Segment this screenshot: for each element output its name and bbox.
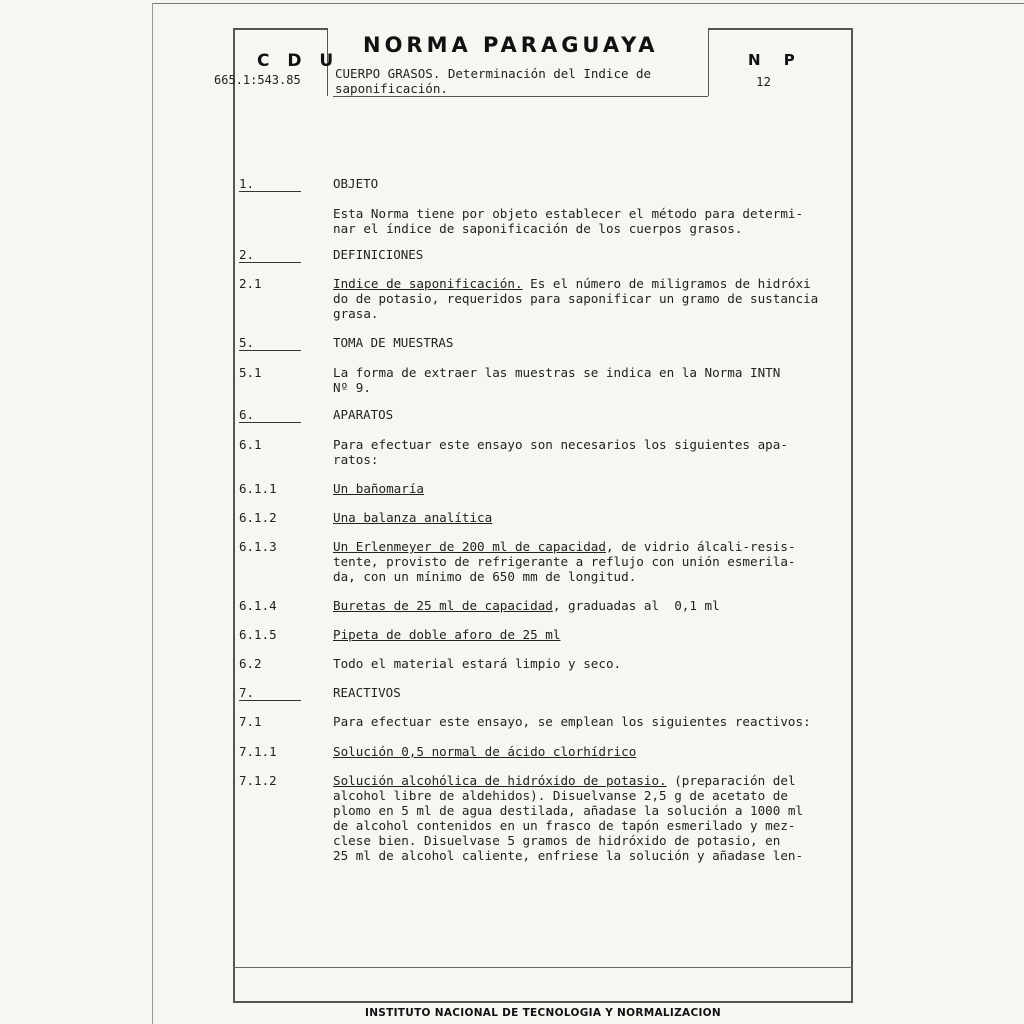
section-lead: Un bañomaría: [333, 481, 424, 496]
section-number: 6.1.3: [239, 539, 277, 554]
number-underline: [239, 350, 301, 351]
section-number: 7.: [239, 685, 255, 700]
section-heading: REACTIVOS: [333, 685, 401, 700]
section-number: 6.1: [239, 437, 262, 452]
section-number: 6.2: [239, 656, 262, 671]
section-text: , de vidrio álcali-resis- tente, provisto de refrigerante a reflujo con unión esmerila- da, con un mínimo de 650 mm de longitud.: [333, 539, 796, 584]
section-number: 6.1.2: [239, 510, 277, 525]
frame-top-left: [233, 28, 328, 30]
section-body: [333, 510, 813, 525]
section-text: Es el número de miligramos de hidróxi do de potasio, requeridos para saponificar un gramo de sustancia grasa.: [333, 276, 819, 321]
footer-institution: INSTITUTO NACIONAL DE TECNOLOGIA Y NORMALIZACION: [364, 1007, 721, 1019]
number-underline: [239, 262, 301, 263]
section-number: 7.1.1: [239, 744, 277, 759]
section-number: 7.1.2: [239, 773, 277, 788]
document-subject: CUERPO GRASOS. Determinación del Indice de saponificación.: [335, 66, 652, 96]
section-number: 5.1: [239, 365, 262, 380]
section-number: 6.1.1: [239, 481, 277, 496]
section-lead: Pipeta de doble aforo de 25 ml: [333, 627, 561, 642]
number-underline: [239, 700, 301, 701]
section-text: (preparación del alcohol libre de aldehidos). Disuelvanse 2,5 g de acetato de plomo en 5 ml de agua destilada, añadase la solución a 1000 ml de alcohol contenidos en un frasco de tapón esmerilado y mez- clese bien. Disuelvase 5 gramos de hidróxido de potasio, en 25 ml de alcohol caliente, enfriese la solución y añadase len-: [333, 773, 804, 863]
section-body: Para efectuar este ensayo son necesarios los siguientes apa- ratos:: [333, 437, 788, 467]
section-body: [333, 598, 813, 613]
section-number: 2.: [239, 247, 255, 262]
np-number: 12: [756, 74, 772, 89]
section-number: 6.: [239, 407, 255, 422]
section-body: [333, 276, 819, 321]
number-underline: [239, 191, 301, 192]
section-body: [333, 627, 813, 642]
section-lead: Solución 0,5 normal de ácido clorhídrico: [333, 744, 637, 759]
section-number: 6.1.5: [239, 627, 277, 642]
section-body: Para efectuar este ensayo, se emplean los siguientes reactivos:: [333, 714, 811, 729]
section-body: [333, 773, 813, 863]
section-heading: DEFINICIONES: [333, 247, 424, 262]
section-body: Todo el material estará limpio y seco.: [333, 656, 622, 671]
np-label: N P: [748, 51, 804, 69]
section-body: [333, 744, 813, 759]
header-divider-right: [708, 28, 709, 96]
section-number: 5.: [239, 335, 255, 350]
section-body: [333, 539, 813, 584]
footer-rule-bottom: [233, 1001, 853, 1003]
section-heading: TOMA DE MUESTRAS: [333, 335, 454, 350]
footer-rule-top: [233, 967, 853, 968]
page-edge-left: [152, 3, 153, 1024]
section-lead: Buretas de 25 ml de capacidad: [333, 598, 553, 613]
page-title: NORMA PARAGUAYA: [363, 33, 659, 57]
section-lead: Una balanza analítica: [333, 510, 493, 525]
section-number: 2.1: [239, 276, 262, 291]
section-text: , graduadas al 0,1 ml: [552, 598, 720, 613]
frame-left-border: [233, 28, 235, 1003]
section-lead: Indice de saponificación.: [333, 276, 523, 291]
section-lead: Solución alcohólica de hidróxido de potasio.: [333, 773, 667, 788]
section-number: 7.1: [239, 714, 262, 729]
page-edge-top: [152, 3, 1024, 4]
number-underline: [239, 422, 301, 423]
section-body: La forma de extraer las muestras se indica en la Norma INTN Nº 9.: [333, 365, 781, 395]
cdu-number: 665.1:543.85: [214, 73, 301, 87]
section-body: Esta Norma tiene por objeto establecer el método para determi- nar el índice de saponificación de los cuerpos grasos.: [333, 206, 804, 236]
cdu-label: C D U: [257, 51, 340, 71]
section-body: [333, 481, 813, 496]
header-rule: [333, 96, 708, 97]
section-heading: OBJETO: [333, 176, 379, 191]
section-number: 6.1.4: [239, 598, 277, 613]
frame-top-right: [708, 28, 853, 30]
section-heading: APARATOS: [333, 407, 394, 422]
section-lead: Un Erlenmeyer de 200 ml de capacidad: [333, 539, 606, 554]
section-number: 1.: [239, 176, 255, 191]
frame-right-border: [851, 28, 853, 1003]
